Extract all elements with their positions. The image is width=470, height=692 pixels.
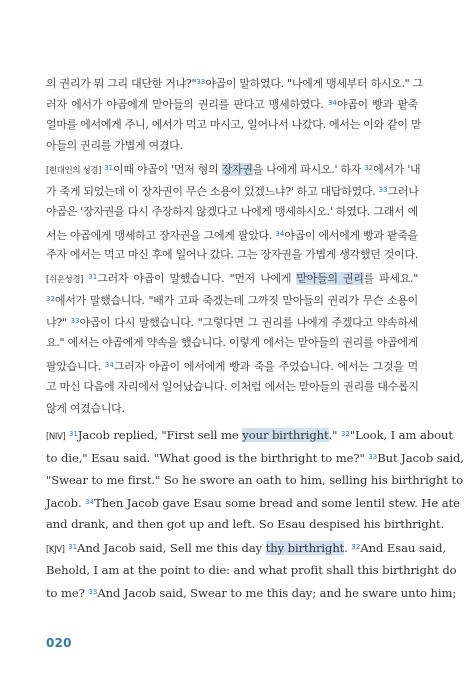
text-run: 야곱이 말하였다. "나에게 맹세부터 하시오." 그	[205, 77, 423, 90]
text-line	[46, 161, 421, 178]
text-run: 고 마신 다음에 자리에서 일어났습니다. 이처럼 에서는 맏아들의 권리를 대수롭지	[46, 380, 419, 393]
text-run: .	[344, 541, 352, 555]
text-run: 그러나	[387, 185, 419, 198]
text-line	[46, 118, 422, 132]
verse-number: 31	[68, 430, 78, 438]
text-line	[46, 540, 447, 557]
verse-number: 33	[70, 317, 80, 325]
text-run: and drank, and then got up and left. So Esau despised his birthright.	[46, 517, 445, 531]
text-run: Jacob replied, "First sell me	[77, 428, 243, 442]
verse-number: 31	[68, 543, 78, 551]
text-line	[46, 495, 460, 510]
text-run: 야곱이 에서에게 빵과 팥죽을	[284, 229, 418, 242]
text-run: 않게 여겼습니다.	[46, 402, 125, 415]
text-run: 야곱이 빵과 팥죽	[336, 98, 418, 111]
text-line	[46, 427, 453, 444]
verse-number: 34	[327, 99, 337, 107]
verse-number: 33	[88, 588, 98, 596]
highlighted-phrase: thy birthright	[265, 541, 345, 555]
verse-number: 31	[104, 164, 114, 172]
text-line	[46, 380, 418, 394]
text-run: And Esau said,	[360, 541, 447, 555]
text-line	[46, 563, 457, 577]
verse-number: 33	[196, 78, 206, 86]
text-line	[46, 270, 418, 287]
text-run: "Look, I am about	[349, 428, 453, 442]
text-line	[46, 450, 464, 465]
verse-number: 34	[85, 498, 95, 506]
version-tag: [KJV]	[46, 545, 65, 555]
text-run: Jacob.	[46, 496, 86, 510]
text-run: 를 파세요."	[363, 272, 418, 285]
text-line	[46, 314, 418, 330]
text-run: 냐?"	[46, 316, 71, 329]
text-run: And Jacob said, Sell me this day	[77, 541, 266, 555]
verse-number: 34	[275, 230, 285, 238]
text-run: 그러자 야곱이 말했습니다. "먼저 나에게	[97, 272, 297, 285]
text-line	[46, 139, 418, 153]
text-run: 러자 에서가 야곱에게 맏아들의 권리를 판다고 맹세하였다.	[46, 98, 328, 111]
text-run: "Swear to me first." So he swore an oath to him, selling his birthright to	[46, 473, 463, 487]
text-run: 팔았습니다.	[46, 360, 105, 373]
text-run: 얼마를 에서에게 주니, 에서가 먹고 마시고, 일어나서 나갔다. 에서는 이와 같이 맏	[46, 118, 422, 131]
text-run: 을 나에게 파시오.' 하자	[252, 163, 365, 176]
text-line	[46, 292, 418, 308]
text-line	[46, 517, 445, 531]
text-run: 에서가 '내	[373, 163, 421, 176]
text-line	[46, 473, 463, 487]
text-run: 야곱이 다시 말했습니다. "그렇다면 그 권리를 나에게 주겠다고 약속하세	[79, 316, 418, 329]
text-line	[46, 75, 423, 91]
text-run: 야곱은 '장자권을 다시 주장하지 않겠다고 나에게 맹세하시오.' 하였다. 그래서 에	[46, 205, 418, 218]
text-line	[46, 248, 418, 262]
verse-number: 33	[378, 186, 388, 194]
highlighted-phrase: 맏아들의 권리	[296, 272, 364, 285]
text-line	[46, 227, 418, 243]
text-run: to me?	[46, 586, 89, 600]
text-line	[46, 183, 418, 199]
version-tag: [쉬운성경]	[46, 275, 84, 285]
version-tag: [현대인의 성경]	[46, 166, 102, 176]
text-run: 요." 에서는 야곱에게 약속을 했습니다. 이렇게 에서는 맏아들의 권리를 야곱에게	[46, 336, 418, 349]
highlighted-phrase: your birthright	[242, 428, 329, 442]
verse-number: 33	[368, 453, 378, 461]
text-run: 가 죽게 되었는데 이 장자권이 무슨 소용이 있겠느냐?' 하고 대답하였다.	[46, 185, 379, 198]
highlighted-phrase: 장자권	[221, 163, 253, 176]
text-run: 에서가 말했습니다. "배가 고파 죽겠는데 그까짓 맏아들의 권리가 무슨 소용이	[54, 294, 418, 307]
page-number: 020	[46, 636, 72, 650]
text-run: But Jacob said,	[377, 451, 464, 465]
version-tag: [NIV]	[46, 432, 66, 442]
text-run: 아들의 권리를 가볍게 여겼다.	[46, 139, 183, 152]
text-run: 주자 에서는 먹고 마신 후에 일어나 갔다. 그는 장자권을 가볍게 생각했던 것이다.	[46, 248, 418, 261]
text-run: 의 권리가 뭐 그리 대단한 거냐?"	[46, 77, 197, 90]
text-run: 이때 야곱이 '먼저 형의	[113, 163, 222, 176]
text-run: Then Jacob gave Esau some bread and some lentil stew. He ate	[94, 496, 460, 510]
text-line	[46, 96, 418, 112]
text-run: ."	[328, 428, 341, 442]
text-run: And Jacob said, Swear to me this day; and he sware unto him;	[97, 586, 457, 600]
text-run: to die," Esau said. "What good is the birthright to me?"	[46, 451, 369, 465]
text-line	[46, 205, 418, 219]
text-line	[46, 358, 418, 374]
verse-number: 32	[351, 543, 361, 551]
text-run: 서는 야곱에게 맹세하고 장자권을 그에게 팔았다.	[46, 229, 276, 242]
verse-number: 32	[46, 295, 55, 303]
text-line	[46, 402, 418, 416]
text-line	[46, 336, 418, 350]
verse-number: 31	[88, 273, 98, 281]
text-line	[46, 585, 457, 600]
text-run: Behold, I am at the point to die: and what profit shall this birthright do	[46, 563, 457, 577]
verse-number: 32	[364, 164, 374, 172]
verse-number: 32	[340, 430, 350, 438]
verse-number: 34	[104, 361, 114, 369]
text-run: 그러자 야곱이 에서에게 빵과 죽을 주었습니다. 에서는 그것을 먹	[113, 360, 418, 373]
